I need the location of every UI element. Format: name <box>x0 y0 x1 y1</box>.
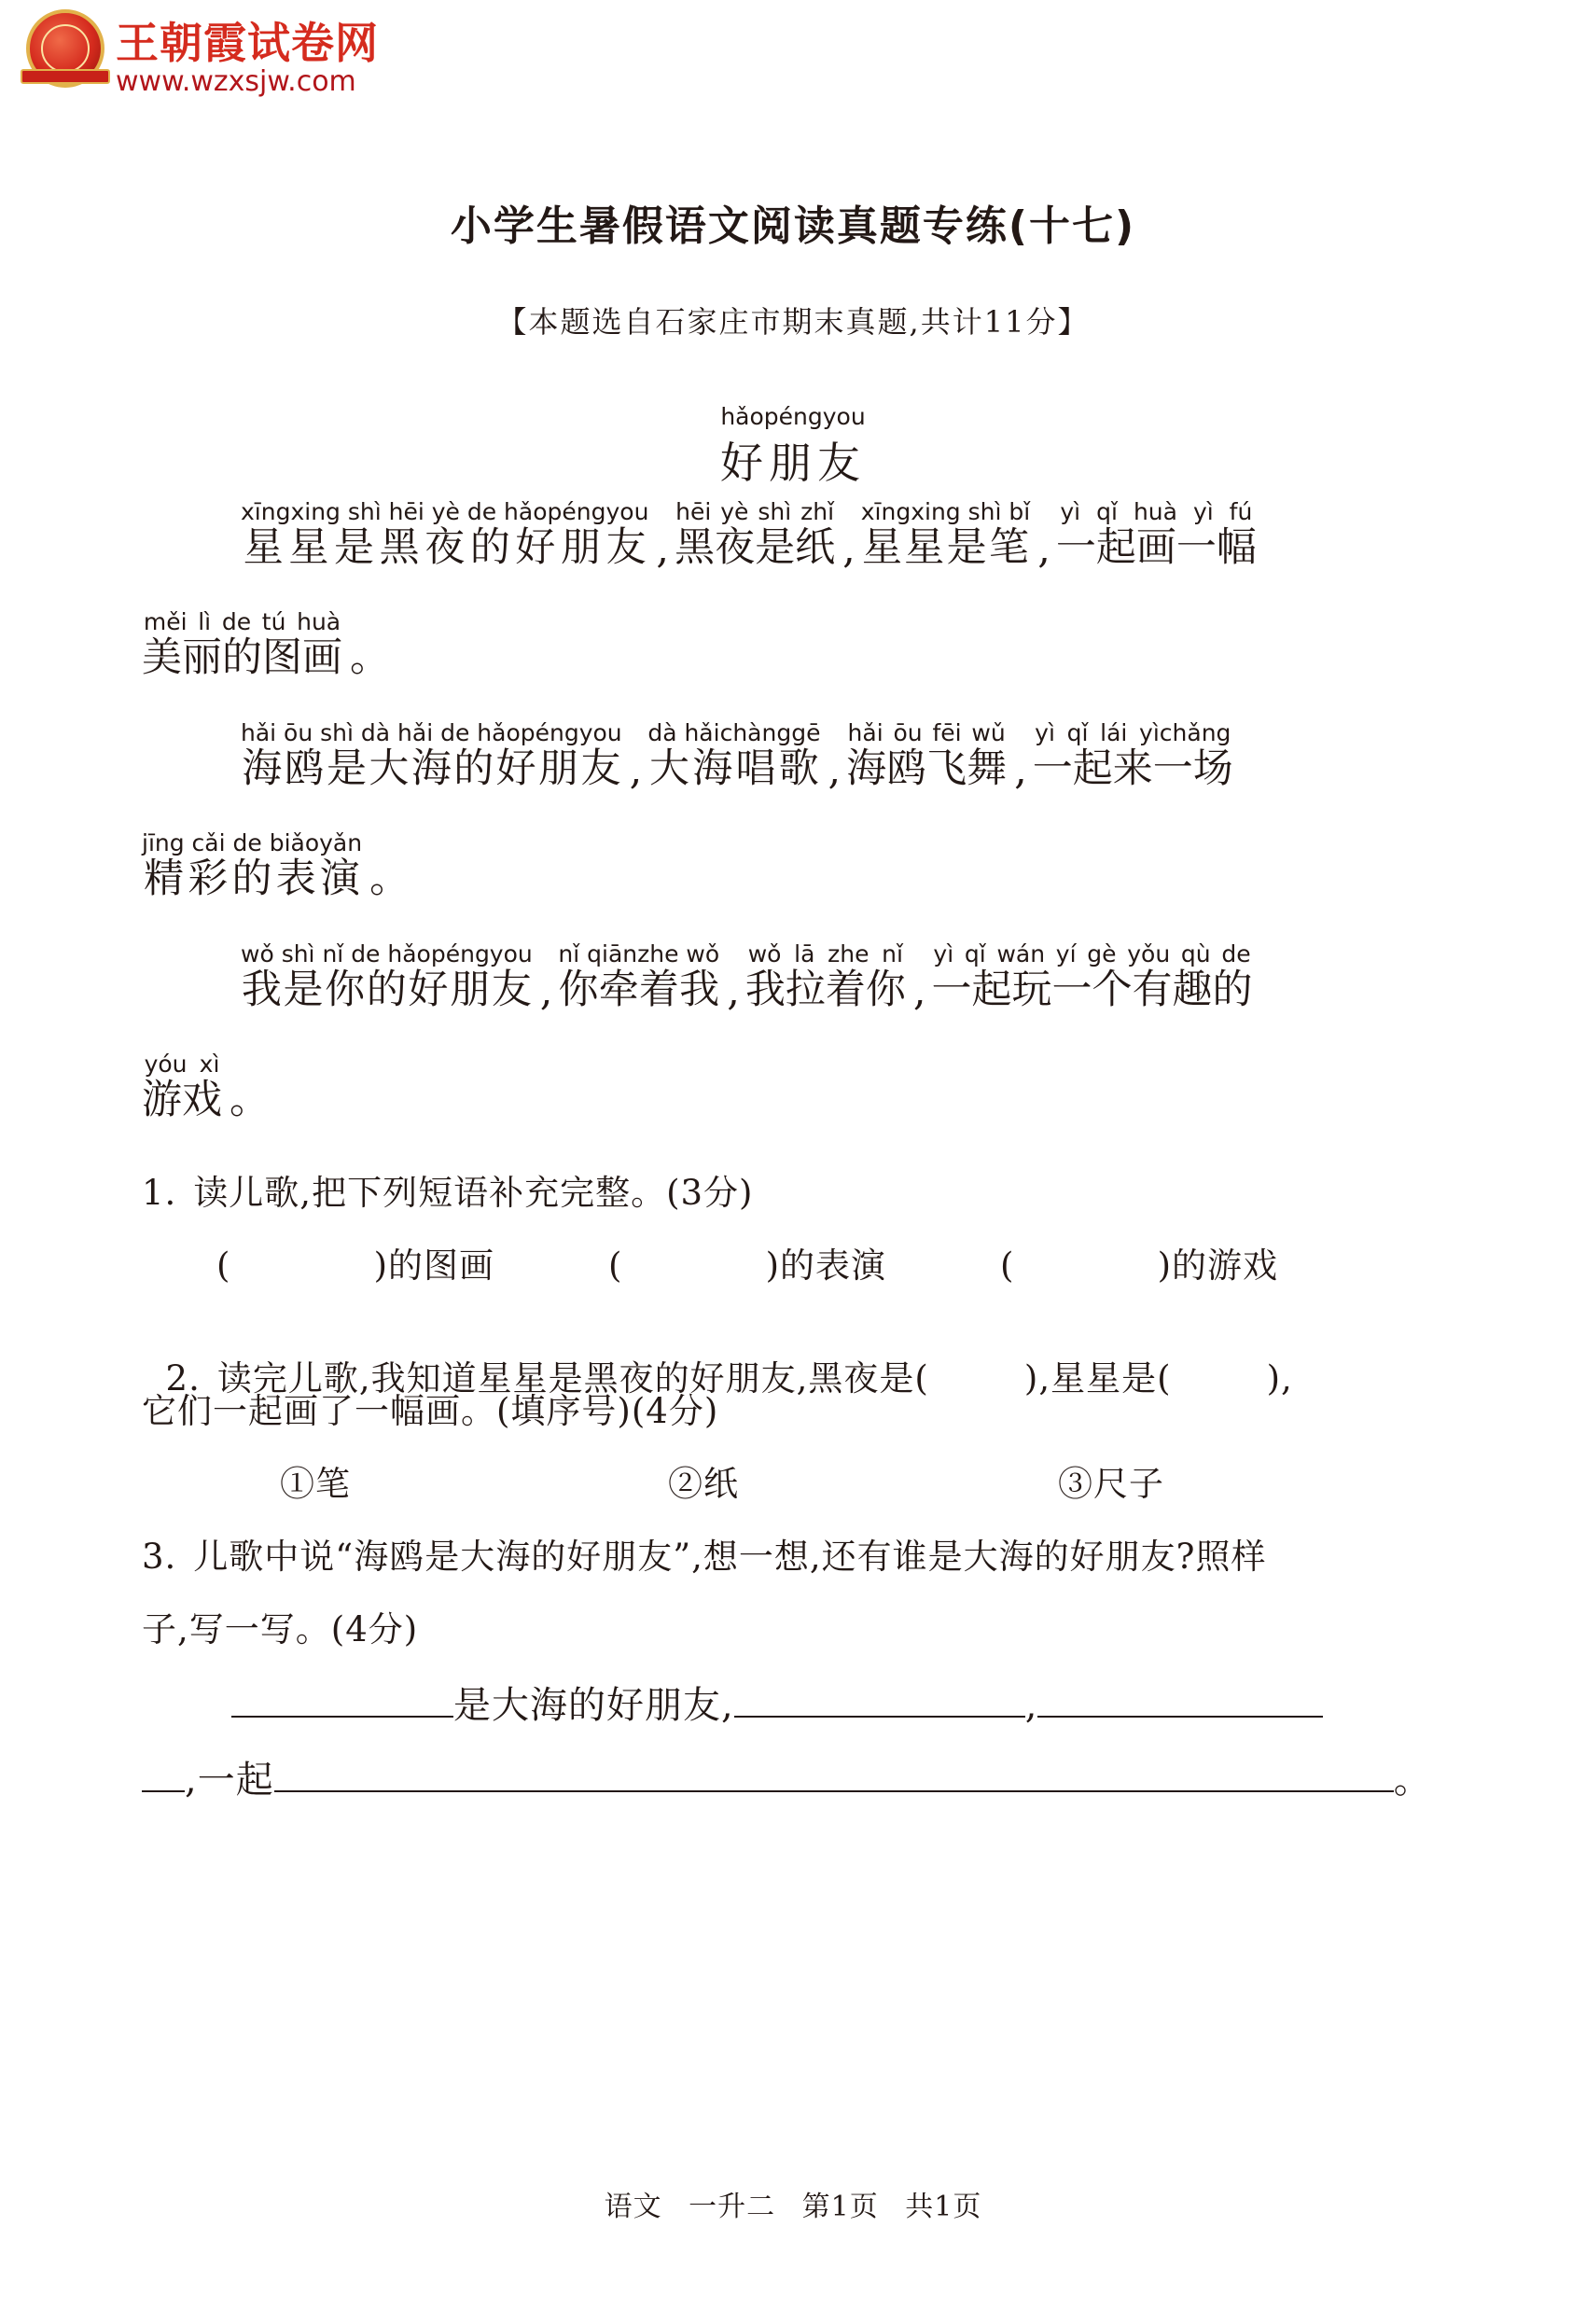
phrase: 我是你的好朋友wǒ shì nǐ de hǎopéngyou <box>241 940 533 1013</box>
page-footer: 语文 一升二 第1页 共1页 <box>604 2191 982 2223</box>
poem-line-3: 海鸥是大海的好朋友hǎi ōu shì dà hǎi de hǎopéngyou , 大海唱歌dà hǎichànggē , 海鸥飞舞hǎi ōu fēi wǔ , 一起来一场yì qǐ lái yìchǎng <box>241 719 1233 794</box>
q3-answer-line-1: 是大海的好朋友, , <box>231 1676 1323 1729</box>
question-3-cont: 子,写一写。(4分) <box>142 1609 419 1649</box>
poem-line-4: 精彩的表演jīng cǎi de biǎoyǎn 。 <box>142 829 410 902</box>
poem-line-5: 我是你的好朋友wǒ shì nǐ de hǎopéngyou , 你牵着我nǐ qiānzhe wǒ , 我拉着你wǒ lā zhe nǐ , 一起玩一个有趣的yì qǐ wán yí gè yǒu qù de <box>241 940 1253 1015</box>
question-3: 3. 儿歌中说“海鸥是大海的好朋友”,想一想,还有谁是大海的好朋友?照样 <box>142 1537 1267 1577</box>
phrase: 黑夜是纸hēi yè shì zhǐ <box>675 498 836 571</box>
poem-line-1: 星星是黑夜的好朋友xīngxing shì hēi yè de hǎopéngyou , 黑夜是纸hēi yè shì zhǐ , 星星是笔xīngxing shì bǐ , 一起画一幅yì qǐ huà yì fú <box>241 498 1257 573</box>
q3-blank-5[interactable] <box>274 1790 1394 1792</box>
q3-blank-3[interactable] <box>1037 1716 1323 1718</box>
phrase: 我拉着你wǒ lā zhe nǐ <box>744 940 906 1013</box>
page-title: 小学生暑假语文阅读真题专练(十七) <box>450 202 1136 250</box>
phrase: 海鸥是大海的好朋友hǎi ōu shì dà hǎi de hǎopéngyou <box>241 719 622 792</box>
q3-answer-line-2: ,一起 。 <box>142 1750 1432 1803</box>
q3-blank-1[interactable] <box>231 1716 453 1718</box>
question-1: 1. 读儿歌,把下列短语补充完整。(3分) <box>142 1173 754 1213</box>
q2-option-1: ①笔 <box>280 1464 351 1504</box>
page-subtitle: 【本题选自石家庄市期末真题,共计11分】 <box>496 304 1090 340</box>
q1-blank-3[interactable]: ( )的游戏 <box>1000 1245 1279 1286</box>
phrase: 一起来一场yì qǐ lái yìchǎng <box>1032 719 1233 792</box>
phrase: 游戏yóu xì <box>142 1051 222 1123</box>
logo-url: www.wzxsjw.com <box>116 65 356 98</box>
phrase: 你牵着我nǐ qiānzhe wǒ <box>558 940 720 1013</box>
poem-title-pinyin: hǎopéngyou <box>720 403 866 430</box>
phrase: 一起画一幅yì qǐ huà yì fú <box>1055 498 1257 571</box>
q1-blank-2[interactable]: ( )的表演 <box>608 1245 887 1286</box>
logo-ribbon-icon <box>21 69 110 84</box>
q3-blank-2[interactable] <box>734 1716 1025 1718</box>
phrase: 精彩的表演jīng cǎi de biǎoyǎn <box>142 829 363 902</box>
phrase: 星星是笔xīngxing shì bǐ <box>860 498 1031 571</box>
phrase: 一起玩一个有趣的yì qǐ wán yí gè yǒu qù de <box>931 940 1253 1013</box>
phrase: 大海唱歌dà hǎichànggē <box>647 719 821 792</box>
phrase: 美丽的图画měi lì de tú huà <box>142 608 342 681</box>
q1-blank-1[interactable]: ( )的图画 <box>216 1245 495 1286</box>
question-2: 2. 读完儿歌,我知道星星是黑夜的好朋友,黑夜是( ),星星是( ), <box>165 1358 1293 1399</box>
q2-option-2: ②纸 <box>668 1464 739 1504</box>
question-2-cont: 它们一起画了一幅画。(填序号)(4分) <box>142 1391 719 1431</box>
phrase: 海鸥飞舞hǎi ōu fēi wǔ <box>846 719 1008 792</box>
poem-title: 好朋友 <box>720 438 866 488</box>
poem-line-2: 美丽的图画měi lì de tú huà 。 <box>142 608 390 681</box>
poem-line-6: 游戏yóu xì 。 <box>142 1051 270 1123</box>
q3-blank-4[interactable] <box>142 1790 185 1792</box>
q2-option-3: ③尺子 <box>1058 1464 1164 1504</box>
logo-name: 王朝霞试卷网 <box>116 18 379 68</box>
phrase: 星星是黑夜的好朋友xīngxing shì hēi yè de hǎopéngyou <box>241 498 649 571</box>
